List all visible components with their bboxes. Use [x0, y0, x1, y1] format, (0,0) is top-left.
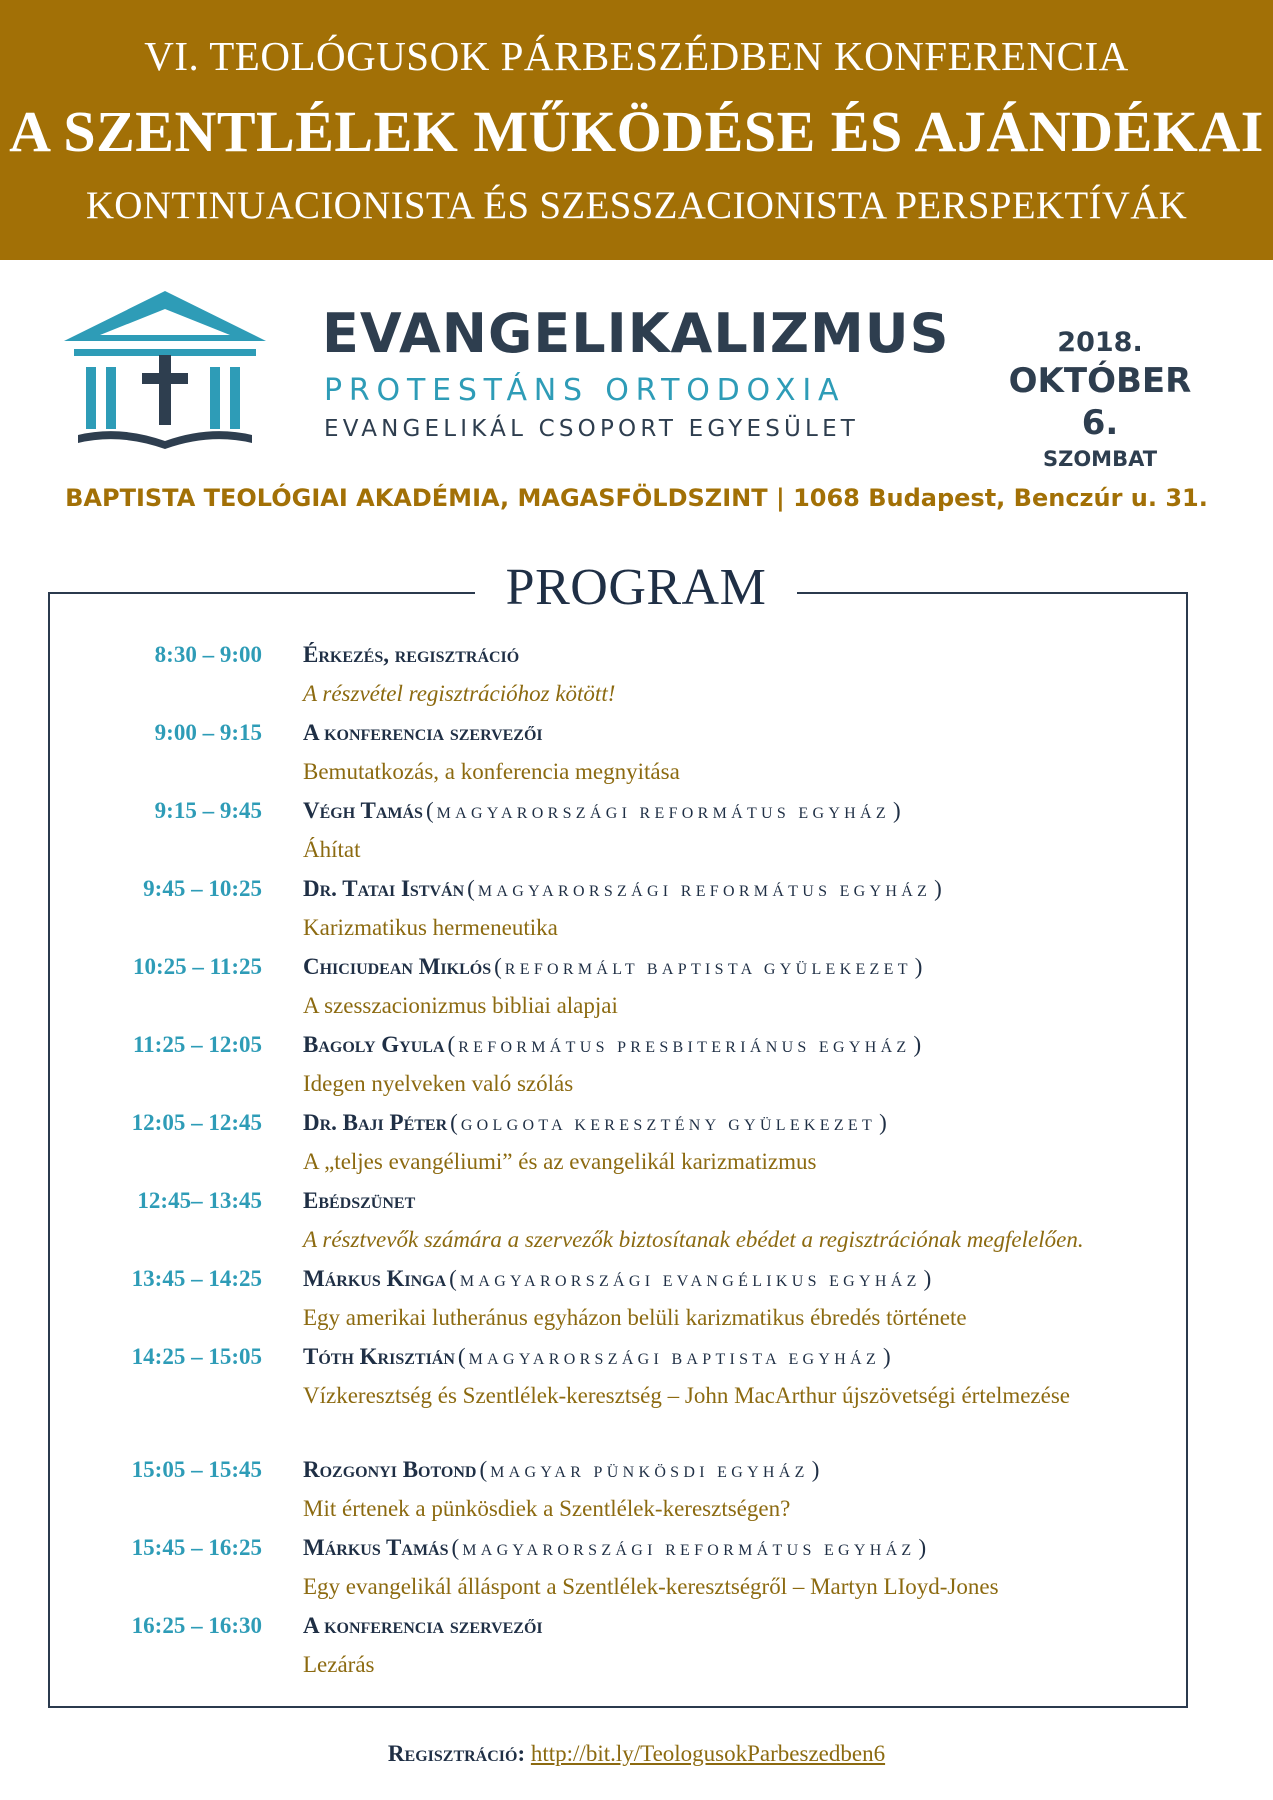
schedule-topic: Karizmatikus hermeneutika	[303, 915, 558, 940]
registration-label: Regisztráció:	[387, 1741, 526, 1766]
schedule-speaker	[303, 798, 904, 824]
program-frame-top-left	[48, 592, 475, 594]
schedule-topic: A résztvevők számára a szervezők biztosítanak ebédet a regisztrációnak megfelelően.	[303, 1227, 1084, 1252]
venue-address: BAPTISTA TEOLÓGIAI AKADÉMIA, MAGASFÖLDSZINT | 1068 Budapest, Benczúr u. 31.	[65, 484, 1208, 512]
conference-series-title: VI. TEOLÓGUSOK PÁRBESZÉDBEN KONFERENCIA	[144, 33, 1129, 79]
org-name: EVANGELIKALIZMUS	[322, 302, 950, 365]
schedule-speaker	[303, 720, 543, 746]
speaker-church: ( MAGYARORSZÁGI EVANGÉLIKUS EGYHÁZ )	[449, 1266, 932, 1291]
date-weekday: SZOMBAT	[1042, 447, 1158, 471]
schedule-row	[48, 1451, 1188, 1529]
schedule-speaker	[303, 876, 945, 902]
church-name: REFORMÁTUS PRESBITERIÁNUS EGYHÁZ	[458, 1039, 911, 1056]
schedule-time: 10:25 – 11:25	[132, 954, 262, 979]
speaker-name: Rozgonyi Botond	[303, 1457, 477, 1482]
schedule-topic: Egy amerikai lutheránus egyházon belüli karizmatikus ébredés története	[303, 1305, 967, 1330]
church-name: MAGYARORSZÁGI REFORMÁTUS EGYHÁZ	[462, 1542, 916, 1559]
speaker-church: ( REFORMÁTUS PRESBITERIÁNUS EGYHÁZ )	[447, 1032, 922, 1057]
event-date	[985, 326, 1215, 474]
registration-link[interactable]: http://bit.ly/TeologusokParbeszedben6	[530, 1741, 886, 1766]
speaker-church: ( MAGYARORSZÁGI BAPTISTA EGYHÁZ )	[457, 1344, 891, 1369]
speaker-church: ( MAGYARORSZÁGI REFORMÁTUS EGYHÁZ )	[425, 798, 901, 823]
schedule-row	[48, 948, 1188, 1026]
schedule-topic: Áhítat	[303, 837, 361, 862]
schedule-topic: Egy evangelikál álláspont a Szentlélek-keresztségről – Martyn LIoyd-Jones	[303, 1574, 999, 1599]
schedule-row	[48, 1607, 1188, 1685]
program-title: PROGRAM	[505, 559, 767, 616]
speaker-name: A konferencia szervezői	[303, 1613, 543, 1638]
schedule-topic: Vízkeresztség és Szentlélek-keresztség – John MacArthur újszövetségi értelmezése	[303, 1383, 1071, 1408]
speaker-church: ( MAGYARORSZÁGI REFORMÁTUS EGYHÁZ )	[451, 1535, 927, 1560]
header-banner	[0, 0, 1273, 260]
speaker-church: ( MAGYAR PÜNKÖSDI EGYHÁZ )	[479, 1457, 820, 1482]
schedule-topic: A részvétel regisztrációhoz kötött!	[303, 681, 616, 706]
schedule-speaker	[303, 1032, 924, 1058]
schedule-row	[48, 1104, 1188, 1182]
temple-cross-book-icon	[60, 285, 270, 455]
schedule-time: 15:45 – 16:25	[131, 1535, 262, 1560]
schedule-speaker	[303, 1535, 929, 1561]
program-frame-top-right	[797, 592, 1188, 594]
schedule-time: 12:45– 13:45	[137, 1188, 262, 1213]
schedule-row	[48, 1026, 1188, 1104]
schedule-topic: A szesszacionizmus bibliai alapjai	[303, 993, 618, 1018]
speaker-name: Chiciudean Miklós	[303, 954, 492, 979]
schedule-time: 14:25 – 15:05	[131, 1344, 262, 1369]
speaker-church: ( REFORMÁLT BAPTISTA GYÜLEKEZET )	[494, 954, 923, 979]
speaker-name: Végh Tamás	[303, 798, 423, 823]
schedule-speaker	[303, 1344, 894, 1370]
speaker-name: A konferencia szervezői	[303, 720, 543, 745]
date-year: 2018.	[1057, 327, 1143, 358]
speaker-name: Dr. Baji Péter	[303, 1110, 448, 1135]
speaker-name: Tóth Krisztián	[303, 1344, 455, 1369]
church-name: GOLGOTA KERESZTÉNY GYÜLEKEZET	[460, 1117, 877, 1134]
schedule-row	[48, 1260, 1188, 1338]
org-subtitle: PROTESTÁNS ORTODOXIA	[324, 373, 846, 408]
schedule-topic: A „teljes evangéliumi” és az evangelikál karizmatizmus	[303, 1149, 817, 1174]
schedule-time: 9:15 – 9:45	[154, 798, 262, 823]
schedule-speaker	[303, 1188, 415, 1214]
conference-subtitle: KONTINUACIONISTA ÉS SZESSZACIONISTA PERSPEKTÍVÁK	[85, 184, 1188, 227]
speaker-name: Bagoly Gyula	[303, 1032, 445, 1057]
schedule-speaker	[303, 1266, 934, 1292]
schedule-row	[48, 792, 1188, 870]
schedule-time: 9:00 – 9:15	[154, 720, 262, 745]
schedule-time: 11:25 – 12:05	[132, 1032, 262, 1057]
registration-footer	[0, 1741, 1273, 1767]
schedule-row	[48, 870, 1188, 948]
schedule-row	[48, 1529, 1188, 1607]
church-name: REFORMÁLT BAPTISTA GYÜLEKEZET	[504, 961, 912, 978]
schedule-row	[48, 714, 1188, 792]
speaker-name: Márkus Tamás	[303, 1535, 449, 1560]
date-day: OKTÓBER 6.	[1008, 361, 1192, 443]
schedule-speaker	[303, 1613, 543, 1639]
schedule-time: 9:45 – 10:25	[143, 876, 262, 901]
schedule-topic: Bemutatkozás, a konferencia megnyitása	[303, 759, 680, 784]
schedule-topic: Mit értenek a pünkösdiek a Szentlélek-keresztségen?	[303, 1496, 791, 1521]
schedule-topic: Lezárás	[303, 1652, 375, 1677]
speaker-name: Ebédszünet	[303, 1188, 416, 1213]
speaker-name: Márkus Kinga	[303, 1266, 447, 1291]
schedule-row	[48, 636, 1188, 714]
schedule-speaker	[303, 1457, 822, 1483]
schedule-time: 13:45 – 14:25	[131, 1266, 262, 1291]
church-name: MAGYARORSZÁGI REFORMÁTUS EGYHÁZ	[436, 805, 890, 822]
schedule-time: 8:30 – 9:00	[154, 642, 262, 667]
church-name: MAGYARORSZÁGI EVANGÉLIKUS EGYHÁZ	[459, 1273, 921, 1290]
schedule-row	[48, 1182, 1188, 1260]
speaker-church: ( MAGYARORSZÁGI REFORMÁTUS EGYHÁZ )	[467, 876, 942, 901]
program-schedule	[48, 636, 1188, 1685]
schedule-speaker	[303, 1110, 890, 1136]
speaker-name: Érkezés, regisztráció	[303, 642, 520, 667]
schedule-time: 16:25 – 16:30	[131, 1613, 262, 1638]
schedule-time: 15:05 – 15:45	[131, 1457, 262, 1482]
speaker-name: Dr. Tatai István	[303, 876, 465, 901]
schedule-time: 12:05 – 12:45	[131, 1110, 262, 1135]
church-name: MAGYARORSZÁGI BAPTISTA EGYHÁZ	[468, 1351, 881, 1368]
conference-title: A SZENTLÉLEK MŰKÖDÉSE ÉS AJÁNDÉKAI	[9, 99, 1264, 164]
schedule-speaker	[303, 642, 519, 668]
schedule-topic: Idegen nyelveken való szólás	[303, 1071, 574, 1096]
schedule-row	[48, 1338, 1188, 1451]
speaker-church: ( GOLGOTA KERESZTÉNY GYÜLEKEZET )	[450, 1110, 887, 1135]
church-name: MAGYARORSZÁGI REFORMÁTUS EGYHÁZ	[477, 883, 932, 900]
church-name: MAGYAR PÜNKÖSDI EGYHÁZ	[490, 1464, 809, 1481]
schedule-speaker	[303, 954, 925, 980]
org-association: EVANGELIKÁL CSOPORT EGYESÜLET	[324, 416, 860, 442]
